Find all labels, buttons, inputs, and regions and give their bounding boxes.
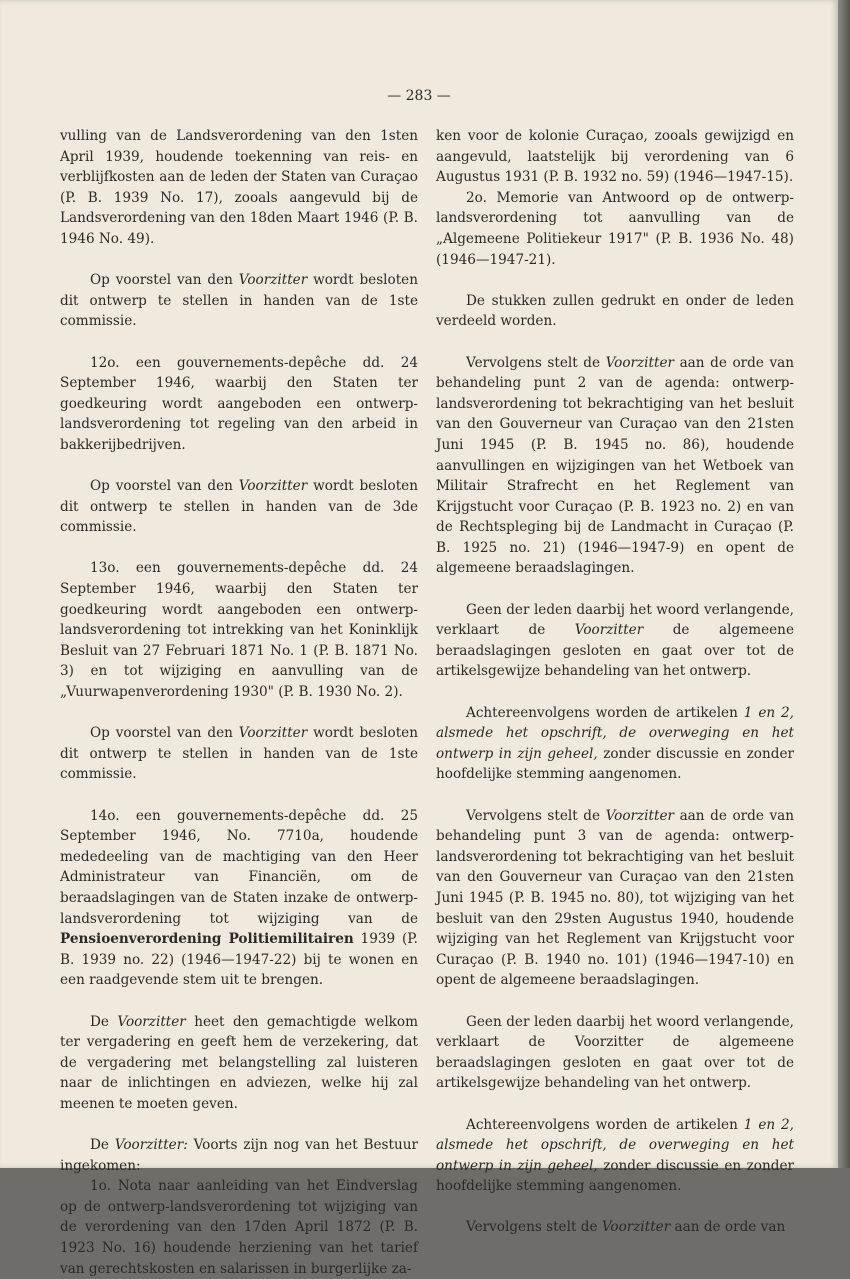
left-column [60,126,418,1279]
paragraph: 12o. een gouvernements-depêche dd. 24 September 1946, waarbij den Staten ter goedkeuring wordt aangeboden een ontwerp-landsverordening tot regeling van den arbeid in bakkerijbedrijven. [60,354,418,453]
paragraph: 1o. Nota naar aanleiding van het Eindverslag op de ontwerp-landsverordening tot wijziging van de verordening van den 17den April 1872 (P. B. 1923 No. 16) houdende herziening van het tarief van gerechtskosten en salarissen in burgerlijke za- [60,1178,418,1277]
paragraph: Op voorstel van den Voorzitter wordt besloten dit ontwerp te stellen in handen van de 1ste commissie. [60,272,418,330]
page-number: — 283 — [387,88,451,104]
paragraph: ken voor de kolonie Curaçao, zooals gewijzigd en aangevuld, laatstelijk bij verordening van 6 Augustus 1931 (P. B. 1932 no. 59) (1946—1947-15). [436,128,794,186]
paragraph: Op voorstel van den Voorzitter wordt besloten dit ontwerp te stellen in handen van de 3de commissie. [60,478,418,536]
paragraph: 14o. een gouvernements-depêche dd. 25 September 1946, No. 7710a, houdende mededeeling van de machtiging van den Heer Administrateur van Financiën, om de beraadslagingen van de Staten inzake de ontwerp-landsverordening tot wijziging van de Pensioenverordening Politiemilitairen 1939 (P. B. 1939 no. 22) (1946—1947-22) bij te wonen en een raadgevende stem uit te brengen. [60,807,418,989]
paragraph: 2o. Memorie van Antwoord op de ontwerp-landsverordening tot aanvulling van de „Algemeene Politiekeur 1917" (P. B. 1936 No. 48) (1946—1947-21). [436,189,794,268]
paragraph: De Voorzitter: Voorts zijn nog van het Bestuur ingekomen: [60,1137,418,1174]
right-column [436,126,794,1259]
paragraph: Vervolgens stelt de Voorzitter aan de orde van [466,1219,786,1236]
paragraph: De stukken zullen gedrukt en onder de leden verdeeld worden. [436,292,794,330]
paragraph: Achtereenvolgens worden de artikelen 1 en 2, alsmede het opschrift, de overweging en het ontwerp in zijn geheel, zonder discussie en zonder hoofdelijke stemming aangenomen. [436,704,794,783]
paragraph: 13o. een gouvernements-depêche dd. 24 September 1946, waarbij den Staten ter goedkeuring wordt aangeboden een ontwerp-landsverordening tot intrekking van het Koninklijk Besluit van 27 Februari 1871 No. 1 (P. B. 1871 No. 3) en tot wijziging en aanvulling van de „Vuurwapenverordening 1930" (P. B. 1930 No. 2). [60,560,418,701]
paragraph: Op voorstel van den Voorzitter wordt besloten dit ontwerp te stellen in handen van de 1ste commissie. [60,725,418,783]
page-edge [838,0,850,1168]
paragraph: Vervolgens stelt de Voorzitter aan de orde van behandeling punt 3 van de agenda: ontwerp-landsverordening tot bekrachtiging van het besluit van den Gouverneur van Curaçao van den 21sten Juni 1945 (P. B. 1945 no. 80), tot wijziging van het besluit van den 29sten Augustus 1940, houdende wijziging van het Reglement van Krijgstucht voor Curaçao (P. B. 1940 no. 101) (1946—1947-10) en opent de algemeene beraadslagingen. [436,807,794,989]
paragraph: vulling van de Landsverordening van den 1sten April 1939, houdende toekenning van reis- en verblijfkosten aan de leden der Staten van Curaçao (P. B. 1939 No. 17), zooals aangevuld bij de Landsverordening van den 18den Maart 1946 (P. B. 1946 No. 49). [60,128,418,247]
paragraph: Geen der leden daarbij het woord verlangende, verklaart de Voorzitter de algemeene beraadslagingen gesloten en gaat over tot de artikelsgewijze behandeling van het ontwerp. [436,1013,794,1092]
paragraph: Geen der leden daarbij het woord verlangende, verklaart de Voorzitter de algemeene beraadslagingen gesloten en gaat over tot de artikelsgewijze behandeling van het ontwerp. [436,601,794,680]
paragraph: De Voorzitter heet den gemachtigde welkom ter vergadering en geeft hem de verzekering, dat de vergadering met belangstelling zal luisteren naar de inlichtingen en adviezen, welke hij zal meenen te moeten geven. [60,1013,418,1112]
paragraph: Vervolgens stelt de Voorzitter aan de orde van behandeling punt 2 van de agenda: ontwerp-landsverordening tot bekrachtiging van het besluit van den Gouverneur van Curaçao van den 21sten Juni 1945 (P. B. 1945 no. 86), houdende aanvullingen en wijzigingen van het Wetboek van Militair Strafrecht en het Reglement van Krijgstucht voor Curaçao (P. B. 1923 no. 2) en van de Rechtspleging bij de Landmacht in Curaçao (P. B. 1925 no. 21) (1946—1947-9) en opent de algemeene beraadslagingen. [436,354,794,577]
paragraph: Achtereenvolgens worden de artikelen 1 en 2, alsmede het opschrift, de overweging en het ontwerp in zijn geheel, zonder discussie en zonder hoofdelijke stemming aangenomen. [436,1116,794,1195]
